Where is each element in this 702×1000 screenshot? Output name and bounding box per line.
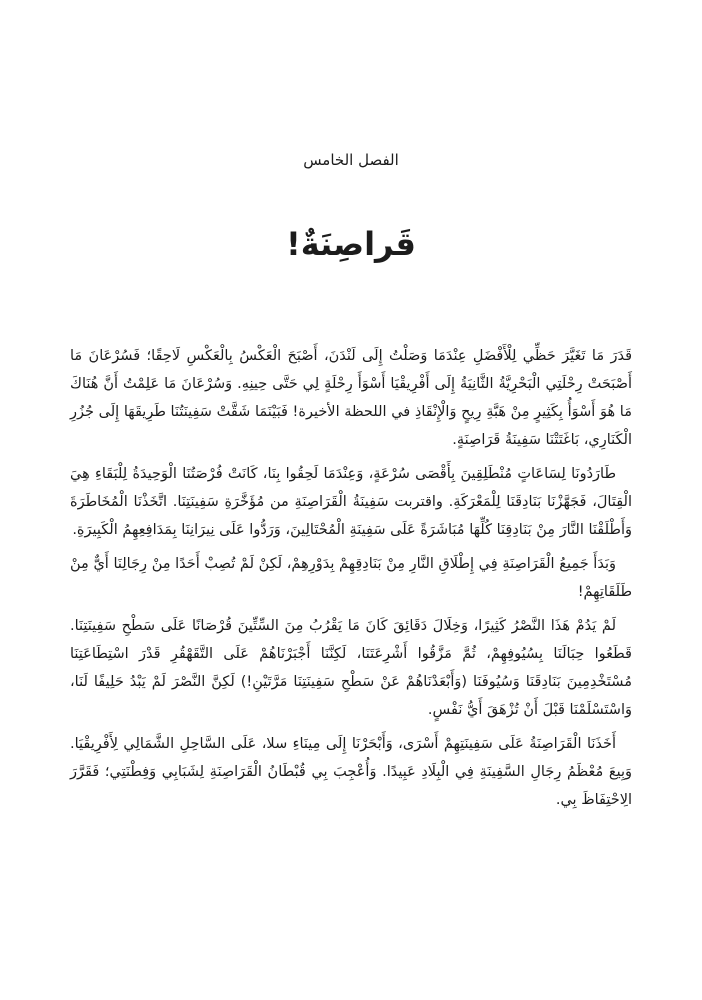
chapter-body: [70, 342, 632, 820]
paragraph-2: طَارَدُونَا لِسَاعَاتٍ مُنْطَلِقِينَ بِأَقْصَى سُرْعَةٍ، وَعِنْدَمَا لَحِقُوا بِنَا، كَانَتْ فُرْصَتُنَا الْوَحِيدَةُ لِلْبَقَاءِ هِيَ الْقِتَالَ، فَجَهَّزْنَا بَنَادِقَنَا لِلْمَعْرَكَةِ. واقتربت سَفِينَةُ الْقَرَاصِنَةِ من مُؤَخَّرَةِ سَفِينَتِنَا. اتَّخَذْنَا الْمُخَاطَرَةَ وَأَطْلَقْنَا النَّارَ مِنْ بَنَادِقِنَا كُلِّهَا مُبَاشَرَةً عَلَى سَفِينَةِ الْمُحْتَالِينَ، وَرَدُّوا عَلَى نِيرَانِنَا بِمَدَافِعِهِمُ الْكَبِيرَةِ.: [70, 466, 632, 538]
paragraph-3: وَبَدَأَ جَمِيعُ الْقَرَاصِنَةِ فِي إِطْلَاقِ النَّارِ مِنْ بَنَادِقِهِمْ بِدَوْرِهِمْ، لَكِنْ لَمْ تُصِبْ أَحَدًا مِنْ رِجَالِنَا أَيٌّ مِنْ طَلَقَاتِهِمْ!: [70, 556, 632, 600]
chapter-label: الفصل الخامس: [303, 151, 399, 169]
paragraph-1: قَدَرَ مَا تَغَيَّرَ حَظِّي لِلْأَفْضَلِ عِنْدَمَا وَصَلْتُ إِلَى لَنْدَنَ، أَصْبَحَ الْعَكْسُ بِالْعَكْسِ لَاحِقًا؛ فَسُرْعَانَ مَا أَصْبَحَتْ رِحْلَتِي الْبَحْرِيَّةُ الثَّانِيَةُ إِلَى أَفْرِيقْيَا أَسْوَأَ رِحْلَةٍ لِي حَتَّى حِينِهِ. وَسُرْعَانَ مَا عَلِمْتُ أَنَّ هُنَاكَ مَا هُوَ أَسْوَأُ بِكَثِيرٍ مِنْ هَبَّةِ رِيحٍ وَالْإِنْقَاذِ في اللحظة الأخيرة! فَبَيْنَمَا شَقَّتْ سَفِينَتُنَا طَرِيقَهَا إِلَى جُزُرِ الْكَنَارِي، بَاغَتَتْنَا سَفِينَةُ قَرَاصِنَةٍ.: [70, 348, 632, 448]
chapter-title: قَراصِنَةٌ!: [286, 225, 416, 263]
paragraph-5: أَخَذَنَا الْقَرَاصِنَةُ عَلَى سَفِينَتِهِمْ أَسْرَى، وَأَبْحَرْنَا إِلَى مِينَاءِ سلا، عَلَى السَّاحِلِ الشَّمَالِي لِأَفْرِيقْيَا. وَبِيعَ مُعْظَمُ رِجَالِ السَّفِينَةِ فِي الْبِلَادِ عَبِيدًا. وَأُعْجِبَ بِي قُبْطَانُ الْقَرَاصِنَةِ لِشَبَابِي وَفِطْنَتِي؛ فَقَرَّرَ الِاحْتِفَاظَ بِي.: [70, 736, 632, 808]
paragraph-4: لَمْ يَدُمْ هَذَا النَّصْرُ كَثِيرًا، وَخِلَالَ دَقَائِقَ كَانَ مَا يَقْرُبُ مِنَ السِّتِّينَ قُرْصَانًا عَلَى سَطْحِ سَفِينَتِنَا. قَطَعُوا حِبَالَنَا بِسُيُوفِهِمْ، ثُمَّ مَزَّقُوا أَشْرِعَتَنَا، لَكِنَّنَا أَجْبَرْنَاهُمْ عَلَى التَّقَهْقُرِ قَدْرَ اسْتِطَاعَتِنَا مُسْتَخْدِمِينَ بَنَادِقَنَا وَسُيُوفَنَا (وَأَبْعَدْنَاهُمْ عَنْ سَطْحِ سَفِينَتِنَا مَرَّتَيْنِ!) لَكِنَّ النَّصْرَ لَمْ يَبْدُ حَلِيفًا لَنَا، وَاسْتَسْلَمْنَا قَبْلَ أَنْ تُزْهَقَ أَيُّ نَفْسٍ.: [70, 618, 632, 718]
